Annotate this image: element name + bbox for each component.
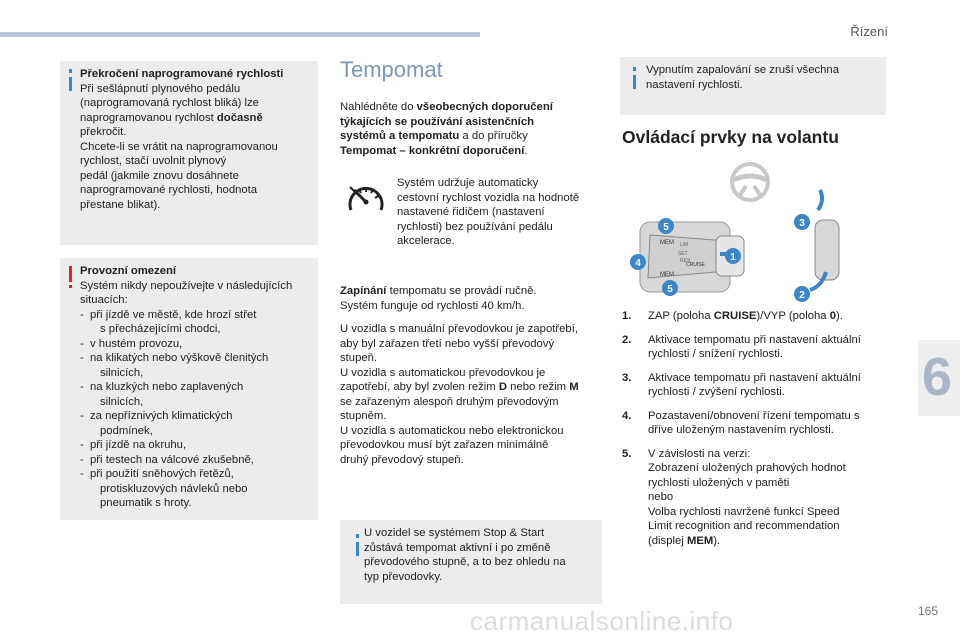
text-line: se zařazeným alespoň druhým převodovým xyxy=(340,395,559,408)
text-line: tempomatu se provádí ručně. xyxy=(389,285,537,297)
list-dash: - xyxy=(80,308,84,321)
text-line: nastavené řidičem (nastavení xyxy=(397,206,545,218)
controls-list xyxy=(622,309,892,557)
page-number: 165 xyxy=(917,604,938,618)
text-line: Aktivace tempomatu při nastavení aktuální xyxy=(648,371,861,384)
text-line: pedál (jakmile znovu dosáhnete xyxy=(80,169,239,182)
text-line: V závislosti na verzi: xyxy=(648,447,751,460)
text-line: Aktivace tempomatu při nastavení aktuální xyxy=(648,333,861,346)
gauge-description xyxy=(397,176,607,249)
text-line: U vozidel se systémem Stop & Start xyxy=(364,527,545,539)
text-span: ). xyxy=(835,310,843,322)
text-span: ZAP (poloha xyxy=(648,310,714,322)
text-line: při jízdě na okruhu, xyxy=(90,439,187,451)
text-line: U vozidla s automatickou převodovkou je xyxy=(340,366,546,379)
steering-control-diagram xyxy=(620,160,850,305)
text-line: zapotřebí, aby byl zvolen režim xyxy=(340,381,496,393)
bold-text: týkajících se používání asistenčních xyxy=(340,115,535,128)
callout-5-top xyxy=(658,218,674,234)
text-line: při testech na válcové zkušebně, xyxy=(90,453,254,466)
item-number: 5. xyxy=(622,447,632,460)
item-number: 4. xyxy=(622,409,632,422)
warning-icon-bar xyxy=(69,266,72,282)
text-line: U vozidla s manuální převodovkou je zapotřebí, xyxy=(340,323,578,335)
lim-label: LIM xyxy=(680,242,689,248)
text-line: na kluzkých nebo zaplavených xyxy=(90,381,244,393)
item-number: 3. xyxy=(622,371,632,384)
text-line: protiskluzových návleků nebo xyxy=(100,482,248,495)
text-line: U vozidla s automatickou nebo elektronickou xyxy=(340,424,564,437)
text-span: (displej xyxy=(648,534,687,547)
text-line: typ převodovky. xyxy=(364,570,443,583)
warning-icon xyxy=(69,285,72,288)
callout-3 xyxy=(794,214,810,230)
info-icon-bar xyxy=(633,75,636,89)
text-line: stupněm. xyxy=(340,410,387,422)
list-item xyxy=(622,409,892,438)
bold-text: MEM xyxy=(686,534,714,547)
res-label: RES xyxy=(680,258,691,264)
text-line: silnicích, xyxy=(100,366,144,379)
text-span: ). xyxy=(713,534,721,547)
text-line: rychlosti / snížení rychlosti. xyxy=(648,348,783,360)
info-box-stop-start xyxy=(340,520,602,604)
callout-4 xyxy=(630,254,646,270)
list-item xyxy=(80,308,314,337)
list-dash: - xyxy=(80,337,84,350)
text-line: Nahlédněte do xyxy=(340,101,414,113)
text-line: rychlosti / zvýšení rychlosti. xyxy=(648,386,785,398)
list-dash: - xyxy=(80,453,84,466)
bold-text: D xyxy=(498,381,508,393)
text-line: na klikatých nebo výškově členitých xyxy=(90,352,269,364)
gearbox-paragraph xyxy=(340,322,605,467)
info-icon xyxy=(356,534,359,538)
text-line: akcelerace. xyxy=(397,235,455,247)
bold-text: Tempomat – konkrétní doporučení xyxy=(340,144,525,157)
text-line: v hustém provozu, xyxy=(90,337,183,350)
text-line: s přecházejícími chodci, xyxy=(100,323,221,335)
text-line xyxy=(648,534,892,549)
warning-box-limits xyxy=(60,258,318,520)
list-dash: - xyxy=(80,468,84,480)
list-dash: - xyxy=(80,410,84,422)
text-line: podmínek, xyxy=(100,424,153,437)
text-line: Systém nikdy nepoužívejte v následujících xyxy=(80,279,293,292)
text-line: naprogramované rychlosti, hodnota xyxy=(80,184,258,196)
info-box-overspeed xyxy=(60,61,318,245)
callout-number: 5 xyxy=(667,284,673,295)
text-line: situacích: xyxy=(80,294,128,306)
list-item xyxy=(622,371,892,400)
bold-text: systémů a tempomatu xyxy=(340,130,460,142)
bold-text: dočasně xyxy=(216,111,263,124)
text-line: Volba rychlosti navržené funkcí Speed xyxy=(648,505,840,518)
text-line: aby byl zařazen třetí nebo vyšší převodový xyxy=(340,337,555,350)
text-span: )/VYP (poloha xyxy=(756,310,830,322)
bold-text: 0 xyxy=(829,310,836,322)
text-line: nastavení rychlosti. xyxy=(646,78,743,91)
text-line: dříve uloženým nastavením rychlosti. xyxy=(648,424,834,436)
text-line: Při sešlápnutí plynového pedálu xyxy=(80,82,241,95)
text-line: stupeň. xyxy=(340,352,378,364)
text-line: Zobrazení uložených prahových hodnot xyxy=(648,462,846,474)
text-line: . xyxy=(524,144,528,157)
text-line: a do příručky xyxy=(462,130,528,142)
text-line: silnicích, xyxy=(100,395,144,408)
text-line: pneumatik s hroty. xyxy=(100,497,192,509)
info-icon-bar xyxy=(69,77,72,91)
list-dash: - xyxy=(80,439,84,451)
list-item xyxy=(622,333,892,362)
side-lever xyxy=(810,190,839,290)
text-line: Systém udržuje automaticky xyxy=(397,177,539,189)
list-item xyxy=(80,337,314,352)
mem-label-lower: MEM xyxy=(660,272,674,278)
text-line: Limit recognition and recommendation xyxy=(648,520,840,532)
callout-number: 3 xyxy=(799,218,805,229)
list-item xyxy=(80,351,314,380)
item-number: 2. xyxy=(622,333,632,346)
text-line: převodovkou musí být zařazen minimálně xyxy=(340,439,549,451)
text-line: rychlosti) bez používání pedálu xyxy=(397,220,553,233)
callout-number: 2 xyxy=(799,290,805,301)
section-title-controls: Ovládací prvky na volantu xyxy=(622,127,839,147)
info-icon xyxy=(633,67,636,71)
list-item xyxy=(80,453,314,468)
text-line: naprogramovanou rychlost xyxy=(80,111,214,124)
text-line: Pozastavení/obnovení řízení tempomatu s xyxy=(648,409,860,422)
arrow-up-icon xyxy=(818,190,822,210)
list-item xyxy=(80,467,314,511)
callout-number: 1 xyxy=(730,252,736,263)
text-line: rychlosti uložených v paměti xyxy=(648,476,790,489)
limits-list xyxy=(80,308,314,511)
bold-text: všeobecných doporučení xyxy=(416,101,553,113)
steering-wheel-icon xyxy=(732,164,768,200)
text-line: rychlost, stačí uvolnit plynový xyxy=(80,155,227,167)
cruise-label: CRUISE xyxy=(686,262,705,268)
bold-text: Zapínání xyxy=(340,285,387,297)
speedometer-icon xyxy=(345,180,387,218)
set-label: SET xyxy=(678,251,688,257)
item-number: 1. xyxy=(622,310,632,322)
text-line: nebo režim xyxy=(510,381,567,393)
info-box-ignition xyxy=(620,57,886,115)
list-item xyxy=(80,380,314,409)
list-item xyxy=(80,438,314,453)
box-heading: Překročení naprogramované rychlosti xyxy=(80,68,284,80)
chapter-title: Řízení xyxy=(850,24,888,39)
header-bar xyxy=(0,32,480,37)
intro-paragraph xyxy=(340,100,600,158)
text-line: při použití sněhových řetězů, xyxy=(90,468,234,480)
mem-label: MEM xyxy=(660,240,674,246)
text-line: nebo xyxy=(648,491,674,503)
list-item xyxy=(622,309,892,324)
text-line: za nepříznivých klimatických xyxy=(90,410,233,422)
list-item xyxy=(622,447,892,549)
watermark: carmanualsonline.info xyxy=(470,606,734,636)
text-line: přestane blikat). xyxy=(80,198,161,211)
text-line: překročit. xyxy=(80,126,127,138)
text-line: převodového stupně, a to bez ohledu na xyxy=(364,556,566,568)
chapter-number: 6 xyxy=(921,347,952,407)
text-line: (naprogramovaná rychlost bliká) lze xyxy=(80,97,259,109)
callout-2 xyxy=(794,286,810,302)
list-dash: - xyxy=(80,381,84,393)
text-line: zůstává tempomat aktivní i po změně xyxy=(364,541,551,554)
info-icon xyxy=(69,69,72,73)
text-line: Chcete-li se vrátit na naprogramovanou xyxy=(80,140,278,153)
info-icon-bar xyxy=(356,542,359,556)
callout-number: 5 xyxy=(663,222,669,233)
text-line: druhý převodový stupeň. xyxy=(340,453,464,466)
text-line: Vypnutím zapalování se zruší všechna xyxy=(646,64,839,76)
text-line: Systém funguje od rychlosti 40 km/h. xyxy=(340,299,525,312)
activation-paragraph xyxy=(340,284,600,313)
list-dash: - xyxy=(80,352,84,364)
bold-text: CRUISE xyxy=(713,310,757,322)
callout-1 xyxy=(725,248,741,264)
callout-number: 4 xyxy=(635,258,641,269)
bold-text: M xyxy=(569,381,579,393)
box-heading: Provozní omezení xyxy=(80,265,177,277)
list-item xyxy=(80,409,314,438)
callout-5-bottom xyxy=(662,280,678,296)
text-line xyxy=(648,309,892,324)
text-line: při jízdě ve městě, kde hrozí střet xyxy=(90,308,257,321)
section-title-tempomat: Tempomat xyxy=(340,57,443,82)
text-line: cestovní rychlost vozidla na hodnotě xyxy=(397,191,580,204)
